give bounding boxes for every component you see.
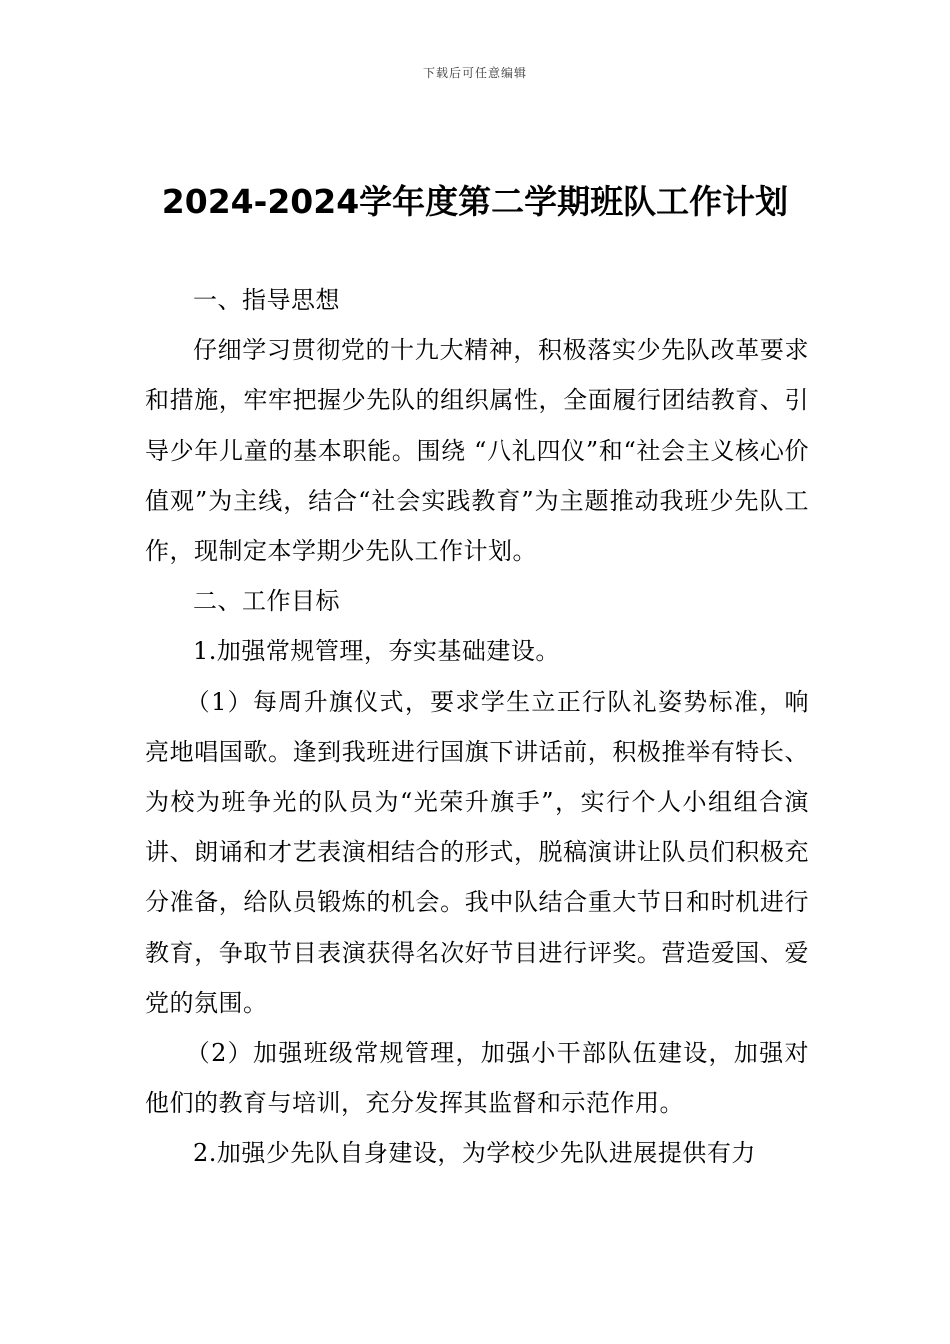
- paragraph-class-management: （2）加强班级常规管理，加强小干部队伍建设，加强对他们的教育与培训，充分发挥其监督和示范作用。: [145, 1039, 809, 1118]
- section-heading-work-goals: 二、工作目标: [193, 587, 340, 616]
- document-body: [145, 275, 809, 1179]
- section-heading-guiding-ideology: 一、指导思想: [193, 286, 340, 314]
- document-title: 2024-2024学年度第二学期班队工作计划: [161, 182, 789, 221]
- paragraph-guiding-ideology: 仔细学习贯彻党的十九大精神，积极落实少先队改革要求和措施，牢牢把握少先队的组织属性，全面履行团结教育、引导少年儿童的基本职能。围绕 “八礼四仪”和“社会主义核心价值观”为主线，结合“社会实践教育”为主题推动我班少先队工作，现制定本学期少先队工作计划。: [145, 336, 809, 566]
- paragraph-flag-ceremony: （1）每周升旗仪式，要求学生立正行队礼姿势标准，响亮地唱国歌。逢到我班进行国旗下讲话前，积极推举有特长、为校为班争光的队员为“光荣升旗手”，实行个人小组组合演讲、朗诵和才艺表演相结合的形式，脱稿演讲让队员们积极充分准备，给队员锻炼的机会。我中队结合重大节日和时机进行教育，争取节目表演获得名次好节目进行评奖。营造爱国、爱党的氛围。: [145, 687, 809, 1017]
- subheading-routine-management: 1.加强常规管理，夯实基础建设。: [193, 637, 560, 666]
- subheading-team-building: 2.加强少先队自身建设，为学校少先队进展提供有力: [193, 1139, 756, 1168]
- header-note: 下载后可任意编辑: [422, 66, 527, 80]
